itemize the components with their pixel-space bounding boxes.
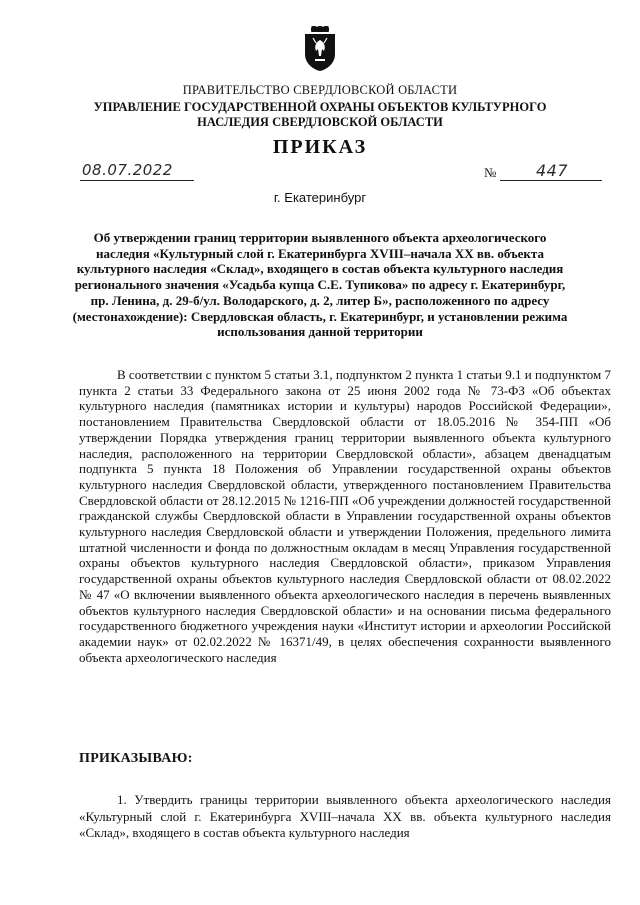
order-date: 08.07.2022 [82, 161, 173, 179]
order-number: 447 [536, 161, 569, 180]
order-number-label: № [484, 165, 497, 180]
order-subject: Об утверждении границ территории выявленного объекта археологического наследия «Культурный слой г. Екатеринбурга XVIII–начала XX вв. объекта культурного наследия «Склад», входящего в состав объекта культурного наследия регионального значения «Усадьба купца С.Е. Тупикова» по адресу г. Екатеринбург, пр. Ленина, д. 29-б/ул. Володарского, д. 2, литер Б», расположенного по адресу (местонахождение): Свердловская область, г. Екатеринбург, и установлении режима использования данной территории [72, 230, 568, 340]
department-name: УПРАВЛЕНИЕ ГОСУДАРСТВЕННОЙ ОХРАНЫ ОБЪЕКТОВ КУЛЬТУРНОГО НАСЛЕДИЯ СВЕРДЛОВСКОЙ ОБЛАСТИ [93, 100, 547, 129]
order-item: 1. Утвердить границы территории выявленного объекта археологического наследия «Культурный слой г. Екатеринбурга XVIII–начала XX вв. объекта культурного наследия «Склад», входящего в состав объекта культурного наследия [79, 792, 611, 840]
order-number-field [500, 160, 602, 181]
order-heading: ПРИКАЗЫВАЮ: [79, 751, 193, 766]
order-date-field [80, 160, 194, 181]
government-name: ПРАВИТЕЛЬСТВО СВЕРДЛОВСКОЙ ОБЛАСТИ [182, 83, 458, 97]
preamble-paragraph: В соответствии с пунктом 5 статьи 3.1, подпунктом 2 пункта 1 статьи 9.1 и подпунктом 7 пункта 2 статьи 33 Федерального закона от 25 июня 2002 года № 73-ФЗ «Об объектах культурного наследия (памятниках истории и культуры) народов Российской Федерации», постановлением Правительства Свердловской области от 18.05.2016 № 354-ПП «Об утверждении Порядка утверждения границ территории выявленного объекта культурного наследия, расположенного на территории Свердловской области», абзацем двенадцатым подпункта 5 пункта 18 Положения об Управлении государственной охраны объектов культурного наследия Свердловской области, утвержденного постановлением Правительства Свердловской области от 28.12.2015 № 1216-ПП «Об учреждении должностей государственной гражданской службы Свердловской области в Управлении государственной охраны объектов культурного наследия Свердловской области и утверждении Положения, предельного лимита штатной численности и фонда по должностным окладам в месяц Управления государственной охраны объектов культурного наследия Свердловской области», приказом Управления государственной охраны объектов культурного наследия Свердловской области от 08.02.2022 № 47 «О включении выявленного объекта археологического наследия в перечень выявленных объектов культурного наследия Свердловской области» и на основании письма федерального государственного бюджетного учреждения науки «Институт истории и археологии Российской академии наук» от 02.02.2022 № 16371/49, в целях обеспечения сохранности выявленного объекта археологического наследия [79, 367, 611, 665]
document-type-title: ПРИКАЗ [272, 136, 368, 158]
coat-of-arms-icon [302, 26, 338, 72]
city: г. Екатеринбург [273, 190, 367, 205]
